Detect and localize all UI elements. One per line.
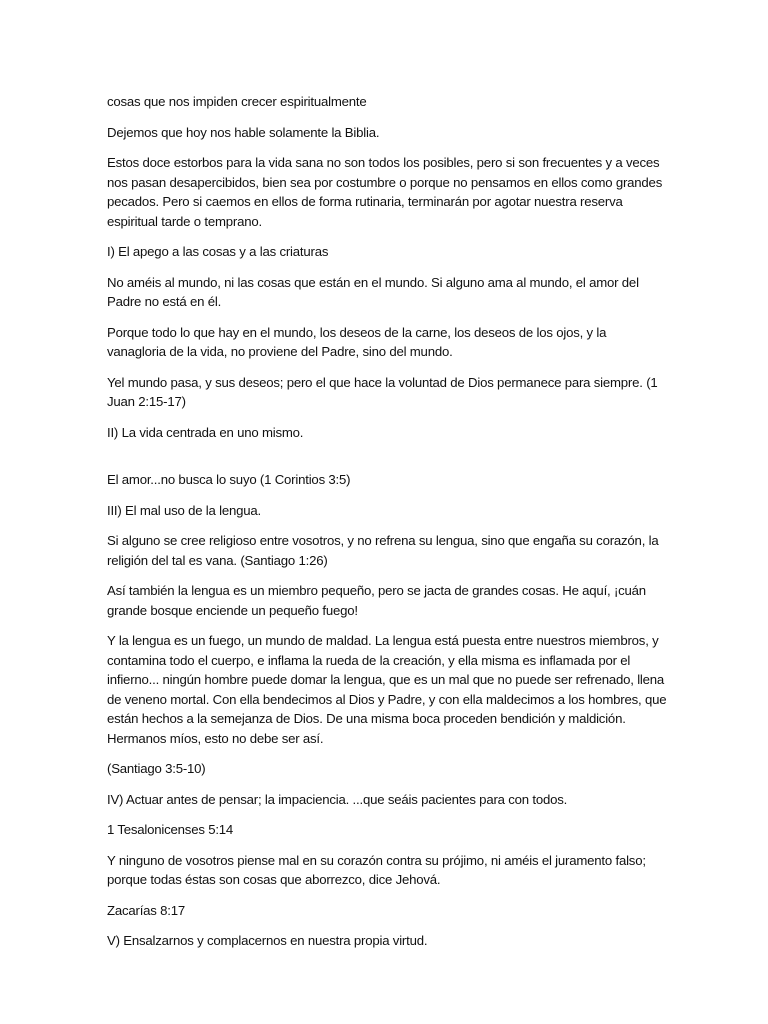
document-title: cosas que nos impiden crecer espiritualmente [107, 94, 367, 109]
body-paragraph: Si alguno se cree religioso entre vosotros, y no refrena su lengua, sino que engaña su corazón, la religión del tal es vana. (Santiago 1:26) [107, 533, 659, 568]
body-paragraph: Porque todo lo que hay en el mundo, los deseos de la carne, los deseos de los ojos, y la vanagloria de la vida, no proviene del Padre, sino del mundo. [107, 324, 607, 359]
section-heading-2: II) La vida centrada en uno mismo. [107, 424, 304, 440]
section-heading-1: I) El apego a las cosas y a las criaturas [107, 244, 329, 259]
body-paragraph: No améis al mundo, ni las cosas que están en el mundo. Si alguno ama al mundo, el amor del Padre no está en él. [107, 274, 639, 309]
citation: Zacarías 8:17 [107, 902, 186, 918]
body-paragraph: Y ninguno de vosotros piense mal en su corazón contra su prójimo, ni améis el juramento falso; porque todas éstas son cosas que aborrezco, dice Jehová. [107, 852, 646, 887]
body-paragraph: El amor...no busca lo suyo (1 Corintios 3:5) [107, 472, 351, 487]
citation: (Santiago 3:5-10) [107, 761, 206, 776]
document-page [107, 92, 667, 962]
section-heading-4: IV) Actuar antes de pensar; la impaciencia. ...que seáis pacientes para con todos. [107, 791, 568, 807]
intro-paragraph: Estos doce estorbos para la vida sana no son todos los posibles, pero si son frecuentes y a veces nos pasan desapercibidos, bien sea por costumbre o porque no pensamos en ellos como grandes pecados. Pero si caemos en ellos de forma rutinaria, terminarán por agotar nuestra reserva espiritual tarde o temprano. [107, 155, 663, 229]
body-paragraph: Y la lengua es un fuego, un mundo de maldad. La lengua está puesta entre nuestros miembros, y contamina todo el cuerpo, e inflama la rueda de la creación, y ella misma es inflamada por el infierno... ningún hombre puede domar la lengua, que es un mal que no puede ser refrenado, llena de veneno mortal. Con ella bendecimos al Dios y Padre, y con ella maldecimos a los hombres, que están hechos a la semejanza de Dios. De una misma boca proceden bendición y maldición. Hermanos míos, esto no debe ser así. [107, 633, 667, 746]
section-heading-3: III) El mal uso de la lengua. [107, 502, 262, 518]
citation: 1 Tesalonicenses 5:14 [107, 822, 234, 837]
intro-line: Dejemos que hoy nos hable solamente la Biblia. [107, 124, 380, 140]
body-paragraph: Yel mundo pasa, y sus deseos; pero el que hace la voluntad de Dios permanece para siempre. (1 Juan 2:15-17) [107, 374, 658, 409]
body-paragraph: Así también la lengua es un miembro pequeño, pero se jacta de grandes cosas. He aquí, ¡cuán grande bosque enciende un pequeño fuego! [107, 583, 646, 618]
section-heading-5: V) Ensalzarnos y complacernos en nuestra propia virtud. [107, 933, 428, 948]
